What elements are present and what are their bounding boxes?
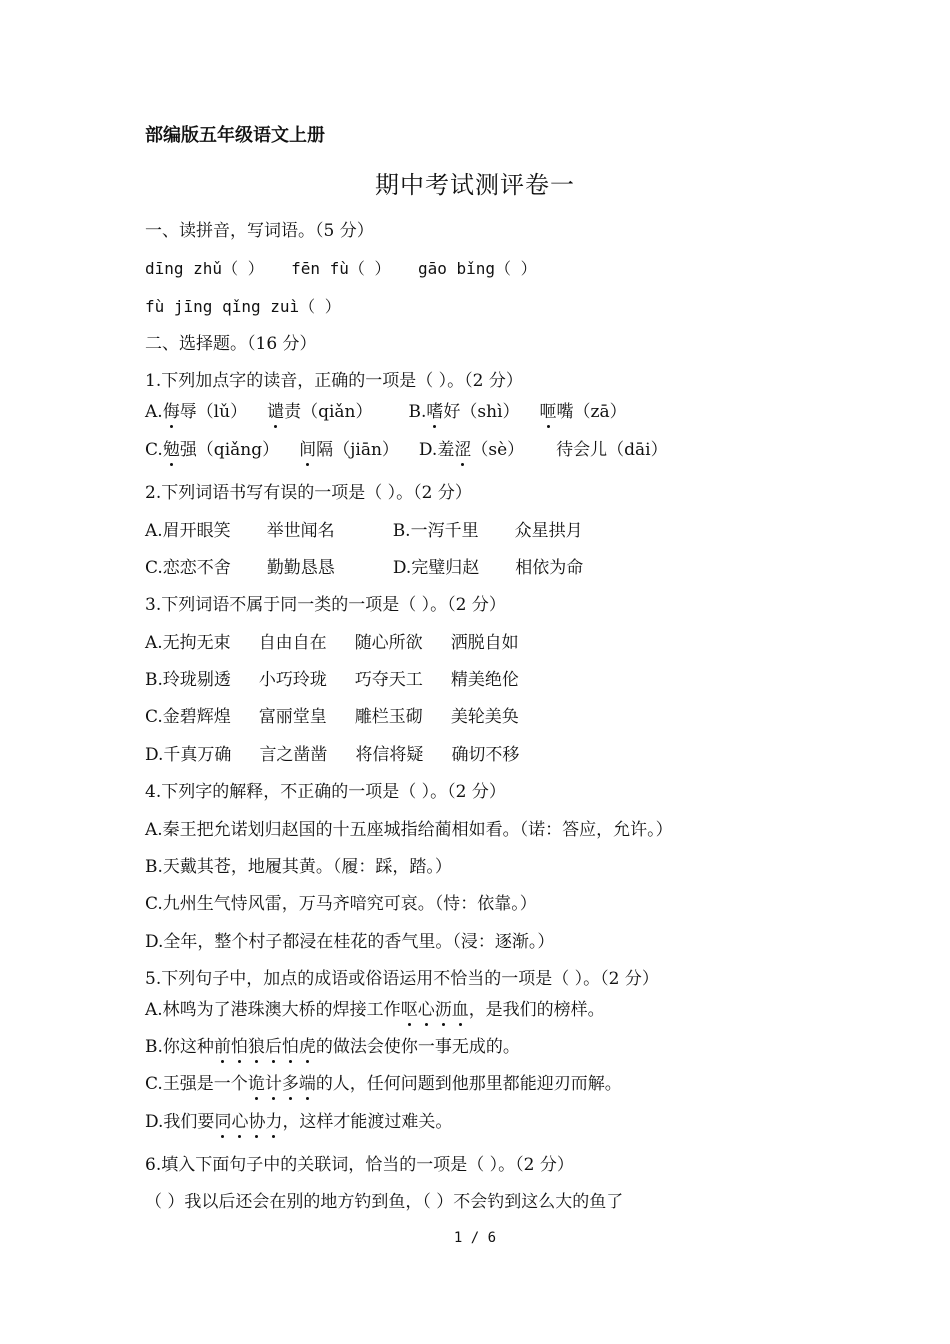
option-label: D.羞	[418, 440, 455, 460]
option-word: 确切不移	[451, 745, 520, 765]
option-text: 强（qiǎng）	[179, 440, 280, 460]
dotted-char: 端	[298, 1074, 316, 1094]
question-6-stem: 6.填入下面句子中的关联词，恰当的一项是（ ）。（2 分）	[145, 1155, 574, 1175]
dotted-phrase	[214, 1037, 316, 1057]
dotted-char: 后	[264, 1037, 282, 1057]
option-word: A.无拘无束	[145, 633, 231, 653]
dotted-phrase	[401, 1000, 469, 1020]
page-number: 1 / 6	[453, 1230, 497, 1246]
dotted-char: 勉	[162, 440, 180, 460]
option-word: C.恋恋不舍	[145, 558, 231, 578]
exam-title: 期中考试测评卷一	[375, 171, 575, 199]
dotted-char: 呕	[400, 1000, 418, 1020]
exam-subtitle: 部编版五年级语文上册	[145, 125, 325, 146]
option-text: 的做法会使你一事无成的。	[315, 1037, 520, 1057]
option-word: A.眉开眼笑	[145, 521, 231, 541]
option-word: 将信将疑	[355, 745, 424, 765]
question-1-options-ab	[145, 401, 627, 423]
question-5-stem: 5.下列句子中，加点的成语或俗语运用不恰当的一项是（ ）。（2 分）	[145, 969, 659, 989]
dotted-char: 侮	[162, 402, 180, 422]
option-text: ，这样才能渡过难关。	[282, 1112, 453, 1132]
dotted-char: 心	[231, 1112, 249, 1132]
pinyin-item: dīng zhǔ（ ）	[145, 259, 264, 278]
question-3-row-a	[145, 632, 519, 654]
option-word: 勤勤恳恳	[266, 558, 335, 578]
dotted-char: 怕	[230, 1037, 248, 1057]
option-word: C.金碧辉煌	[145, 707, 231, 727]
question-5-option-b	[145, 1036, 520, 1058]
question-4-stem: 4.下列字的解释，不正确的一项是（ ）。（2 分）	[145, 782, 506, 802]
dotted-char: 沥	[434, 1000, 452, 1020]
question-2-stem: 2.下列词语书写有误的一项是（ ）。（2 分）	[145, 483, 472, 503]
section2-heading: 二、选择题。（16 分）	[145, 334, 317, 354]
dotted-char: 狼	[247, 1037, 265, 1057]
option-text: D.我们要	[145, 1112, 215, 1132]
option-text: 的人，任何问题到他那里都能迎刃而解。	[315, 1074, 622, 1094]
question-4-option-b: B.天戴其苍，地履其黄。（履：踩，踏。）	[145, 857, 452, 877]
question-3-row-b	[145, 669, 519, 691]
question-5-option-c	[145, 1073, 622, 1095]
dotted-char: 协	[248, 1112, 266, 1132]
option-word: 小巧玲珑	[258, 670, 327, 690]
question-3-stem: 3.下列词语不属于同一类的一项是（ ）。（2 分）	[145, 595, 506, 615]
pinyin-row-1	[145, 258, 537, 280]
question-2-row-2	[145, 557, 583, 579]
dotted-char: 心	[417, 1000, 435, 1020]
dotted-char: 间	[299, 440, 317, 460]
question-5-option-d	[145, 1111, 452, 1133]
option-text: A.林鸣为了港珠澳大桥的焊接工作	[145, 1000, 401, 1020]
pinyin-item: gāo bǐng（ ）	[417, 259, 537, 278]
dotted-char: 力	[265, 1112, 283, 1132]
question-4-option-c: C.九州生气恃风雷，万马齐喑究可哀。（恃：依靠。）	[145, 894, 537, 914]
option-word: 自由自在	[258, 633, 327, 653]
option-word: 美轮美奂	[450, 707, 519, 727]
dotted-char: 前	[213, 1037, 231, 1057]
option-word: 洒脱自如	[450, 633, 519, 653]
pinyin-row-2	[145, 296, 341, 318]
option-word: B.玲珑剔透	[145, 670, 231, 690]
option-text: （sè）	[471, 440, 525, 460]
question-2-row-1	[145, 520, 583, 542]
option-word: D.完璧归赵	[392, 558, 480, 578]
option-text: 嘴（zā）	[556, 402, 627, 422]
question-3-row-d	[145, 744, 519, 766]
question-1-options-cd	[145, 439, 668, 461]
option-word: 言之凿凿	[259, 745, 328, 765]
pinyin-item: fù jīng qǐng zuì（ ）	[145, 297, 341, 316]
option-word: 相依为命	[515, 558, 584, 578]
dotted-char: 谴	[267, 402, 285, 422]
option-label: B.	[408, 402, 427, 422]
question-1-stem: 1.下列加点字的读音，正确的一项是（ ）。（2 分）	[145, 371, 523, 391]
dotted-char: 涩	[454, 440, 472, 460]
option-label: C.	[145, 440, 163, 460]
dotted-char: 计	[264, 1074, 282, 1094]
option-text: 隔（jiān）	[316, 440, 399, 460]
option-text: 好（shì）	[443, 402, 520, 422]
option-word: D.千真万确	[145, 745, 232, 765]
dotted-char: 咂	[539, 402, 557, 422]
option-word: 精美绝伦	[450, 670, 519, 690]
option-word: 举世闻名	[266, 521, 335, 541]
option-text: 责（qiǎn）	[284, 402, 373, 422]
option-word: 雕栏玉砌	[354, 707, 423, 727]
question-4-option-a: A.秦王把允诺划归赵国的十五座城指给蔺相如看。（诺：答应，允许。）	[145, 820, 673, 840]
option-word: 富丽堂皇	[258, 707, 327, 727]
question-4-option-d: D.全年，整个村子都浸在桂花的香气里。（浸：逐渐。）	[145, 932, 555, 952]
option-word: 随心所欲	[354, 633, 423, 653]
dotted-char: 怕	[281, 1037, 299, 1057]
dotted-char: 多	[281, 1074, 299, 1094]
option-text: ，是我们的榜样。	[468, 1000, 605, 1020]
option-label: A.	[145, 402, 163, 422]
dotted-char: 嗜	[426, 402, 444, 422]
question-3-row-c	[145, 706, 519, 728]
question-6-sentence: （ ）我以后还会在别的地方钓到鱼，（ ）不会钓到这么大的鱼了	[145, 1192, 624, 1212]
dotted-char: 同	[214, 1112, 232, 1132]
dotted-char: 血	[451, 1000, 469, 1020]
dotted-char: 虎	[298, 1037, 316, 1057]
option-text: 辱（lǔ）	[179, 402, 248, 422]
option-word: 众星拱月	[514, 521, 583, 541]
section1-heading: 一、读拼音，写词语。（5 分）	[145, 221, 374, 241]
dotted-phrase	[214, 1112, 282, 1132]
dotted-phrase	[248, 1074, 316, 1094]
question-5-option-a	[145, 999, 605, 1021]
dotted-char: 诡	[247, 1074, 265, 1094]
option-word: 巧夺天工	[354, 670, 423, 690]
option-word: B.一泻千里	[392, 521, 479, 541]
option-text: B.你这种	[145, 1037, 214, 1057]
option-text: 待会儿（dāi）	[556, 440, 668, 460]
option-text: C.王强是一个	[145, 1074, 248, 1094]
pinyin-item: fēn fù（ ）	[291, 259, 391, 278]
